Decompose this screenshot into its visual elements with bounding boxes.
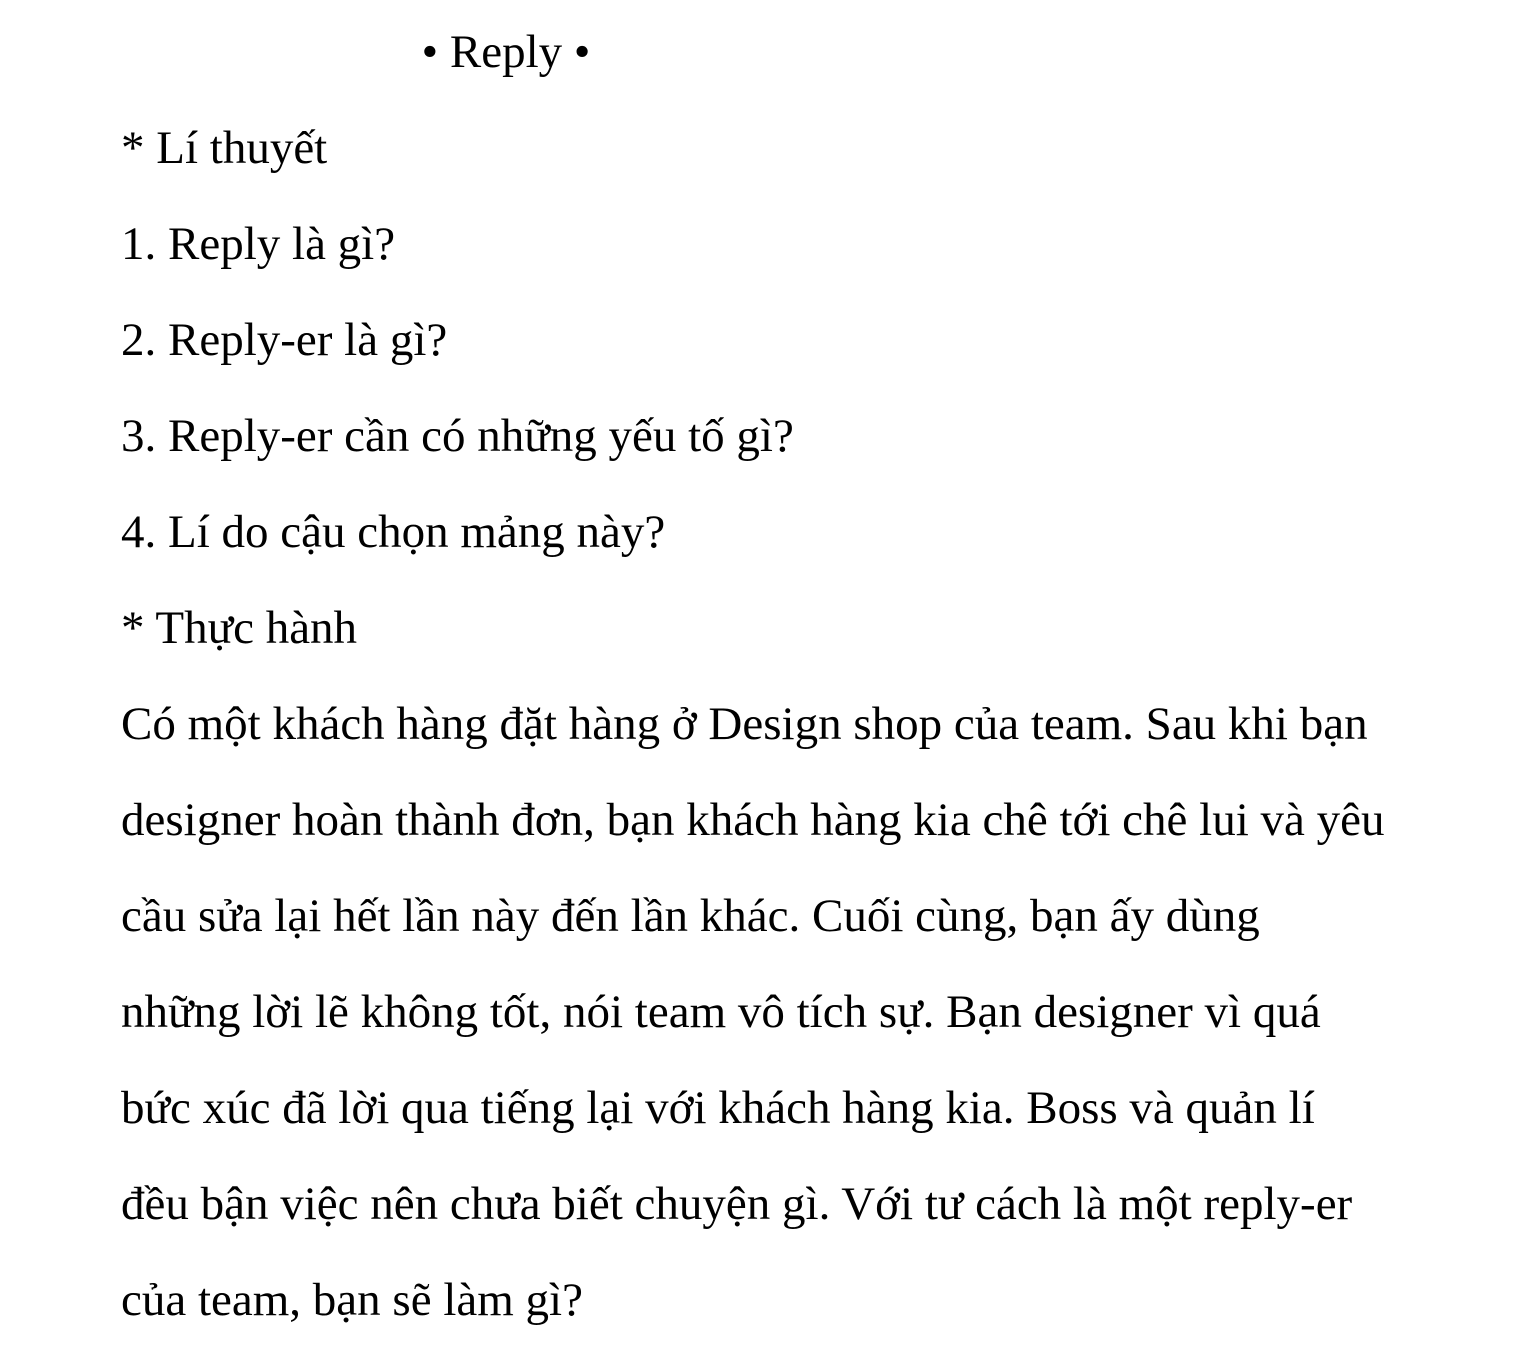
question-item: 2. Reply-er là gì? [121, 314, 448, 366]
question-item: 3. Reply-er cần có những yếu tố gì? [121, 410, 794, 462]
question-item: 1. Reply là gì? [121, 218, 396, 270]
scenario-line: đều bận việc nên chưa biết chuyện gì. Với tư cách là một reply-er [121, 1178, 1353, 1230]
practice-heading: * Thực hành [121, 602, 358, 654]
scenario-line: những lời lẽ không tốt, nói team vô tích sự. Bạn designer vì quá [121, 986, 1321, 1038]
document-title: • Reply • [421, 26, 591, 78]
question-item: 4. Lí do cậu chọn mảng này? [121, 506, 666, 558]
scenario-line: bức xúc đã lời qua tiếng lại với khách hàng kia. Boss và quản lí [121, 1082, 1315, 1134]
scenario-line: của team, bạn sẽ làm gì? [121, 1274, 583, 1326]
scenario-line: designer hoàn thành đơn, bạn khách hàng kia chê tới chê lui và yêu [121, 794, 1385, 846]
scenario-line: Có một khách hàng đặt hàng ở Design shop của team. Sau khi bạn [121, 698, 1368, 750]
theory-heading: * Lí thuyết [121, 122, 328, 174]
scenario-paragraph [121, 676, 1384, 1348]
scenario-line: cầu sửa lại hết lần này đến lần khác. Cuối cùng, bạn ấy dùng [121, 890, 1260, 942]
